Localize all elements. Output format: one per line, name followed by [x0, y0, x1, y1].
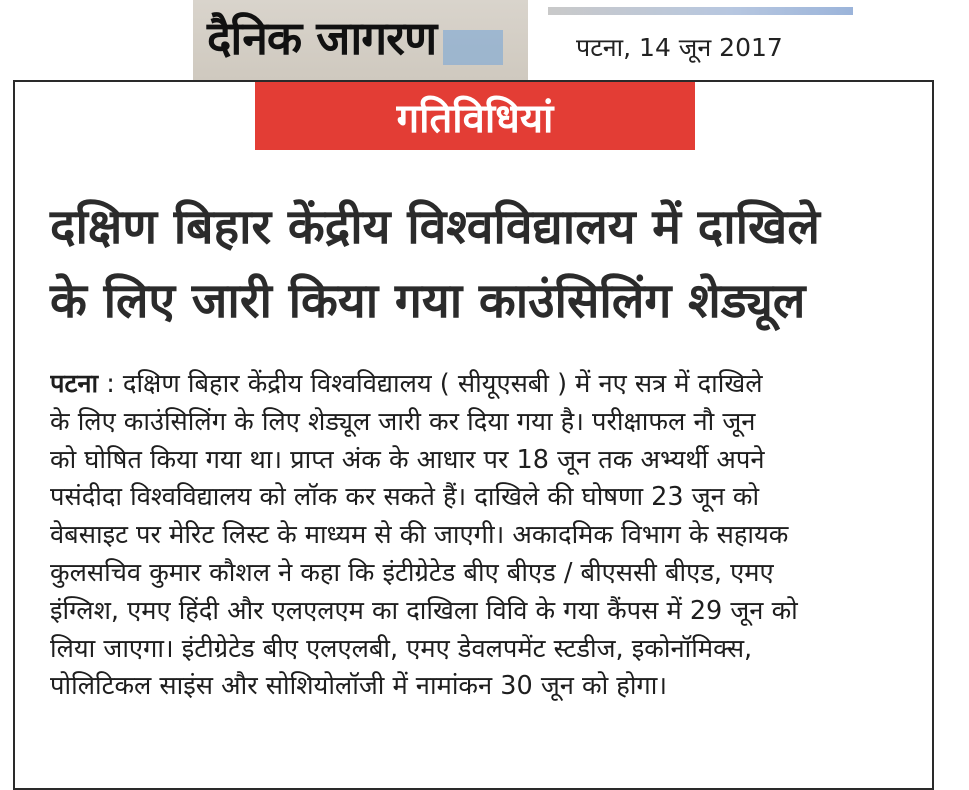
headline-line: के लिए जारी किया गया काउंसिलिंग शेड्यूल [50, 273, 806, 329]
body-line: इंग्लिश, एमए हिंदी और एलएलएम का दाखिला विवि के गया कैंपस में 29 जून को [50, 595, 798, 626]
newspaper-logo: दैनिक जागरण [207, 11, 437, 65]
body-line: पोलिटिकल साइंस और सोशियोलॉजी में नामांकन 30 जून को होगा। [50, 671, 668, 702]
headline-line: दक्षिण बिहार केंद्रीय विश्वविद्यालय में दाखिले [50, 199, 820, 255]
top-decorative-strip [548, 7, 853, 15]
article-body [50, 366, 910, 706]
body-line: के लिए काउंसिलिंग के लिए शेड्यूल जारी कर दिया गया है। परीक्षाफल नौ जून [50, 406, 756, 437]
section-banner [255, 82, 695, 150]
section-label: गतिविधियां [396, 95, 554, 142]
body-line: वेबसाइट पर मेरिट लिस्ट के माध्यम से की जाएगी। अकादमिक विभाग के सहायक [50, 520, 789, 551]
article-headline [50, 190, 910, 338]
body-line [50, 366, 910, 404]
body-line: को घोषित किया गया था। प्राप्त अंक के आधार पर 18 जून तक अभ्यर्थी अपने [50, 444, 765, 475]
body-line: लिया जाएगा। इंटीग्रेटेड बीए एलएलबी, एमए डेवलपमेंट स्टडीज, इकोनॉमिक्स, [50, 633, 753, 664]
masthead-background-graphic [443, 30, 503, 65]
body-line: पसंदीदा विश्वविद्यालय को लॉक कर सकते हैं। दाखिले की घोषणा 23 जून को [50, 482, 760, 513]
newspaper-masthead [193, 0, 528, 80]
body-line-text: : दक्षिण बिहार केंद्रीय विश्वविद्यालय ( सीयूएसबी ) में नए सत्र में दाखिले [106, 369, 763, 399]
place-name: पटना [50, 369, 99, 399]
body-line: कुलसचिव कुमार कौशल ने कहा कि इंटीग्रेटेड बीए बीएड / बीएससी बीएड, एमए [50, 557, 774, 588]
dateline: पटना, 14 जून 2017 [576, 33, 783, 62]
